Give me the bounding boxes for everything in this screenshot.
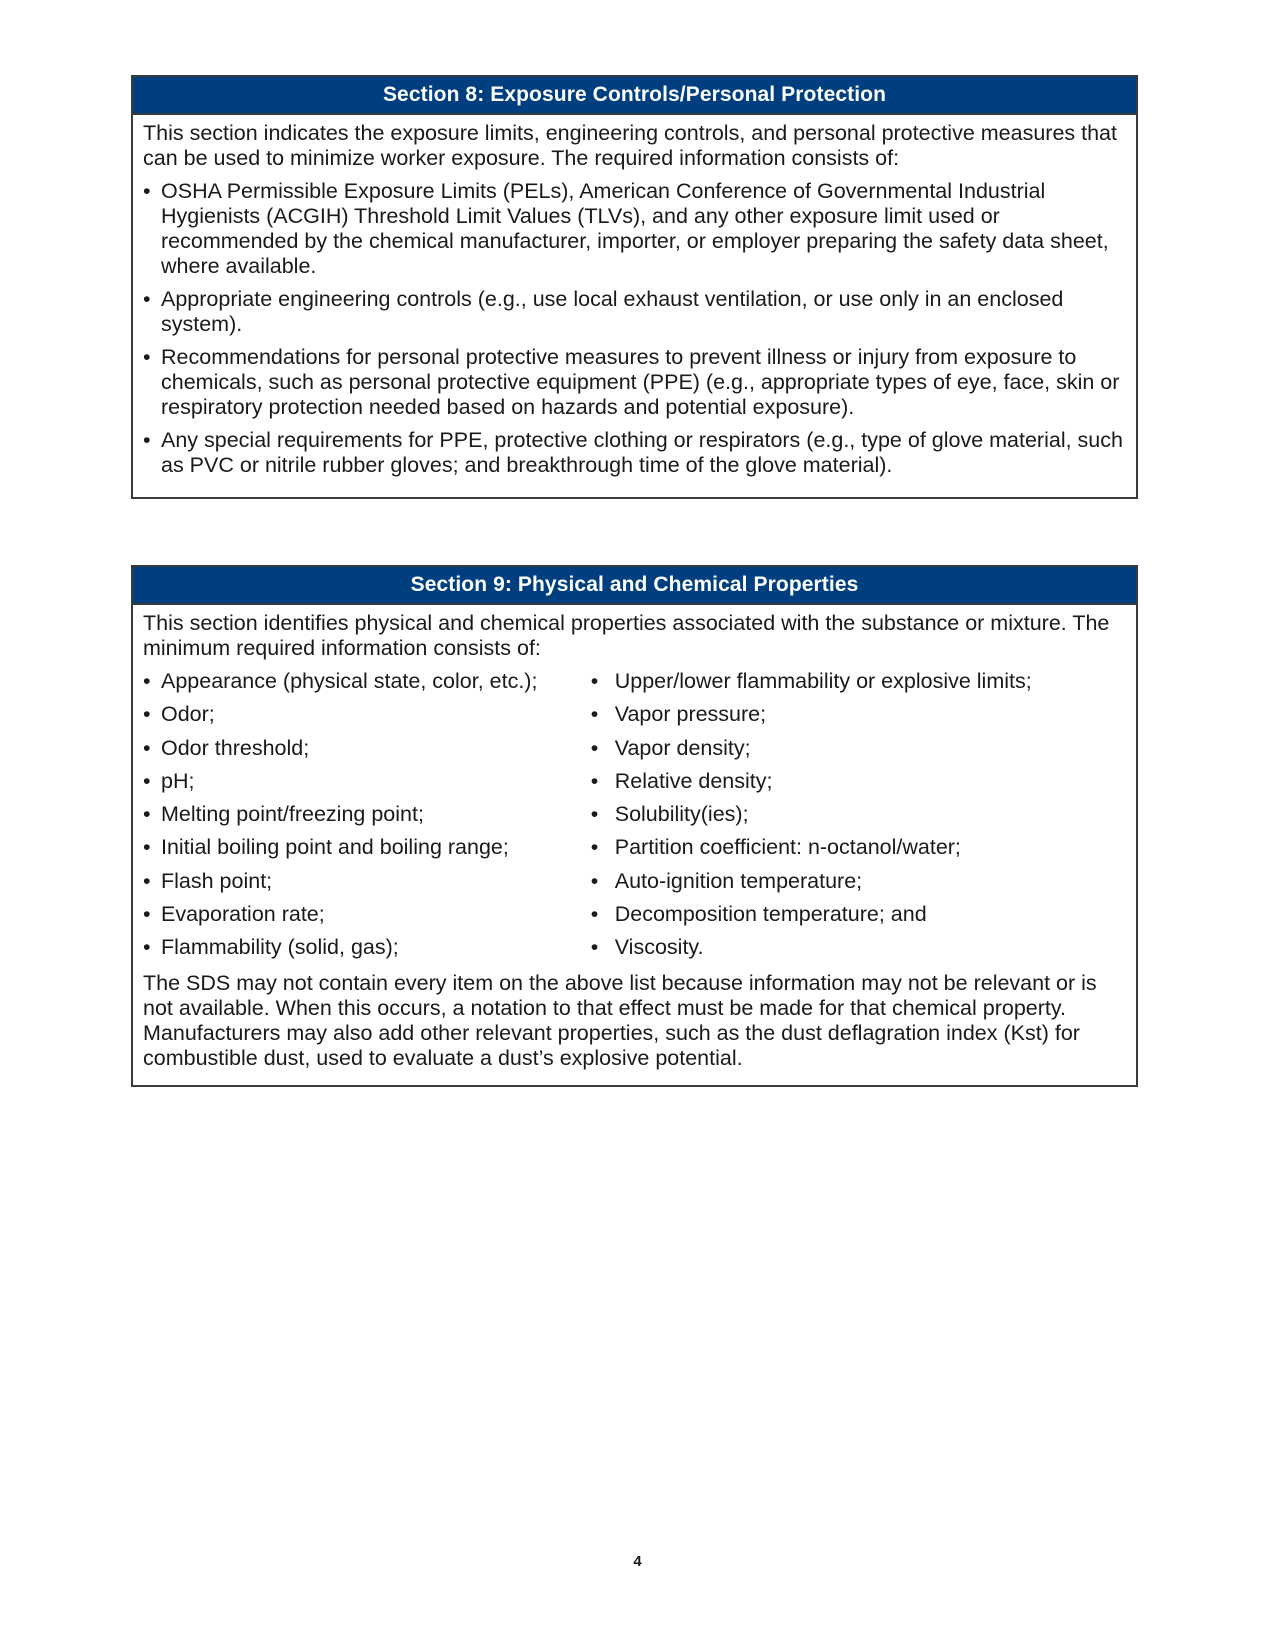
section-8-bullet-list bbox=[143, 179, 1128, 478]
properties-right-column bbox=[591, 669, 1128, 969]
section-8-box bbox=[131, 75, 1138, 499]
section-8-intro: This section indicates the exposure limits, engineering controls, and personal protective measures that can be used to minimize worker exposure. The required information consists of: bbox=[143, 121, 1117, 170]
list-item: • Solubility(ies); bbox=[591, 802, 1128, 835]
list-item: • OSHA Permissible Exposure Limits (PELs), American Conference of Governmental Industrial Hygienists (ACGIH) Threshold Limit Values (TLVs), and any other exposure limit used or recommended by the chemical manufacturer, importer, or employer preparing the safety data sheet, where available. bbox=[143, 179, 1128, 279]
section-9-body bbox=[133, 605, 1136, 1071]
list-item: • Appropriate engineering controls (e.g., use local exhaust ventilation, or use only in an enclosed system). bbox=[143, 287, 1128, 337]
list-item: • Any special requirements for PPE, protective clothing or respirators (e.g., type of glove material, such as PVC or nitrile rubber gloves; and breakthrough time of the glove material). bbox=[143, 428, 1128, 478]
list-item: • Vapor pressure; bbox=[591, 702, 1128, 735]
list-item: • Partition coefficient: n-octanol/water; bbox=[591, 835, 1128, 868]
list-item: • Auto-ignition temperature; bbox=[591, 869, 1128, 902]
section-9-box bbox=[131, 565, 1138, 1087]
list-item: • Recommendations for personal protective measures to prevent illness or injury from exposure to chemicals, such as personal protective equipment (PPE) (e.g., appropriate types of eye, face, skin or respiratory protection needed based on hazards and potential exposure). bbox=[143, 345, 1128, 420]
page-number: 4 bbox=[633, 1553, 642, 1570]
list-item: • Odor; bbox=[143, 702, 591, 735]
list-item: • Odor threshold; bbox=[143, 736, 591, 769]
section-9-intro: This section identifies physical and chemical properties associated with the substance or mixture. The minimum required information consists of: bbox=[143, 611, 1110, 660]
list-item: • pH; bbox=[143, 769, 591, 802]
list-item: • Relative density; bbox=[591, 769, 1128, 802]
list-item: • Initial boiling point and boiling range; bbox=[143, 835, 591, 868]
list-item: • Evaporation rate; bbox=[143, 902, 591, 935]
list-item: • Melting point/freezing point; bbox=[143, 802, 591, 835]
list-item: • Flammability (solid, gas); bbox=[143, 935, 591, 968]
properties-left-column bbox=[143, 669, 591, 969]
section-8-body bbox=[133, 115, 1136, 478]
properties-columns bbox=[143, 669, 1128, 969]
section-9-outro: The SDS may not contain every item on the above list because information may not be relevant or is not available. When this occurs, a notation to that effect must be made for that chemical property. Manufacturers may also add other relevant properties, such as the dust deflagration index (Kst) for combustible dust, used to evaluate a dust’s explosive potential. bbox=[143, 970, 1097, 1070]
list-item: • Viscosity. bbox=[591, 935, 1128, 968]
list-item: • Decomposition temperature; and bbox=[591, 902, 1128, 935]
list-item: • Appearance (physical state, color, etc.); bbox=[143, 669, 591, 702]
list-item: • Upper/lower flammability or explosive limits; bbox=[591, 669, 1128, 702]
section-8-title: Section 8: Exposure Controls/Personal Protection bbox=[133, 77, 1136, 115]
list-item: • Vapor density; bbox=[591, 736, 1128, 769]
list-item: • Flash point; bbox=[143, 869, 591, 902]
section-9-title: Section 9: Physical and Chemical Properties bbox=[133, 567, 1136, 605]
